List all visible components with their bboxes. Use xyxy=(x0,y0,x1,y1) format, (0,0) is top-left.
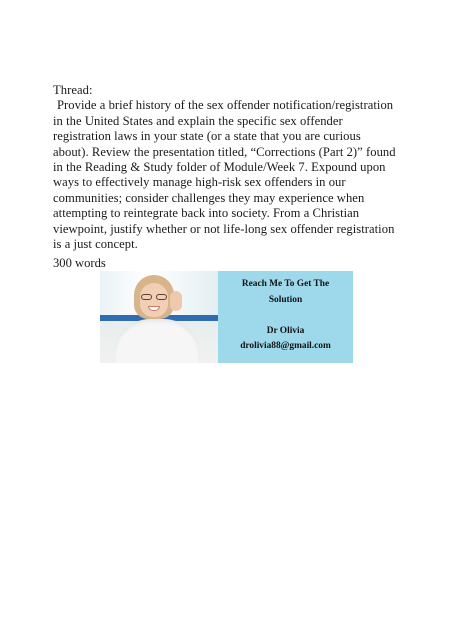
assignment-prompt: Provide a brief history of the sex offender notification/registration in the United States and explain the specific sex offender registration laws in your state (or a state that you are curious about). Review the presentation titled, “Corrections (Part 2)” found in the Reading & Study folder of Module/Week 7. Expound upon ways to effectively manage high-risk sex offenders in our communities; consider challenges they may experience when attempting to reintegrate back into society. From a Christian viewpoint, justify whether or not life-long sex offender registration is a just concept. xyxy=(53,98,396,252)
ad-text-panel xyxy=(218,271,353,363)
contact-ad-banner xyxy=(100,271,353,363)
ad-contact-email[interactable]: drolivia88@gmail.com xyxy=(240,341,331,351)
assignment-text xyxy=(53,83,398,252)
woman-with-glasses-photo-icon xyxy=(100,271,218,363)
ad-headline: Reach Me To Get The xyxy=(241,279,330,289)
ad-contact-name: Dr Olivia xyxy=(266,326,305,336)
ad-headline-solution: Solution xyxy=(268,295,303,305)
thread-label: Thread: xyxy=(53,83,93,97)
word-count: 300 words xyxy=(53,256,106,270)
